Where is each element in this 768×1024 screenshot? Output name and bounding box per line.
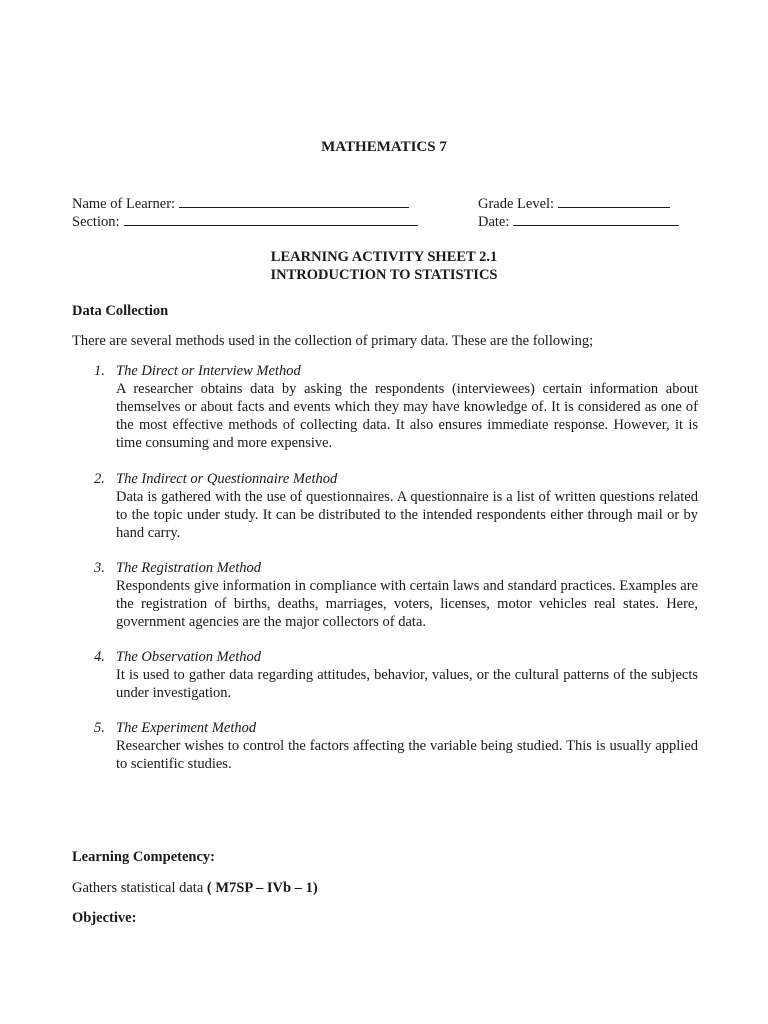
method-number: 2.: [94, 471, 105, 487]
method-body: Data is gathered with the use of questionnaires. A questionnaire is a list of written questions related to the topic under study. It can be distributed to the intended respondents either through mail or by hand carry.: [116, 489, 698, 541]
grade-label: Grade Level:: [478, 196, 555, 212]
name-of-learner-field: [72, 194, 409, 213]
name-blank-line[interactable]: [179, 194, 409, 208]
sheet-title: LEARNING ACTIVITY SHEET 2.1: [270, 249, 498, 265]
name-label: Name of Learner:: [72, 196, 176, 212]
method-item: [94, 470, 698, 542]
competency-heading: Learning Competency:: [72, 849, 215, 865]
intro-paragraph: There are several methods used in the collection of primary data. These are the following;: [72, 333, 594, 349]
method-item: [94, 719, 698, 773]
date-blank-line[interactable]: [513, 212, 679, 226]
method-item: [94, 648, 698, 702]
method-title: The Experiment Method: [116, 720, 257, 736]
method-number: 4.: [94, 649, 105, 665]
method-item: [94, 362, 698, 452]
method-body: A researcher obtains data by asking the respondents (interviewees) certain information about themselves or about facts and events which they may have knowledge of. It is considered as one of the most effective methods of collecting data. It also ensures immediate response. However, it is time consuming and more expensive.: [116, 381, 698, 451]
method-number: 5.: [94, 720, 105, 736]
page-title: MATHEMATICS 7: [321, 139, 447, 155]
competency-code: ( M7SP – IVb – 1): [206, 880, 318, 896]
method-body: Researcher wishes to control the factors affecting the variable being studied. This is usually applied to scientific studies.: [116, 738, 698, 772]
grade-blank-line[interactable]: [558, 194, 670, 208]
sheet-subtitle: INTRODUCTION TO STATISTICS: [270, 267, 498, 283]
method-title: The Observation Method: [116, 649, 261, 665]
method-title: The Registration Method: [116, 560, 261, 576]
date-label: Date:: [478, 214, 510, 230]
method-title: The Direct or Interview Method: [116, 363, 301, 379]
section-heading: Data Collection: [72, 303, 169, 319]
section-blank-line[interactable]: [124, 212, 418, 226]
method-title: The Indirect or Questionnaire Method: [116, 471, 338, 487]
method-body: Respondents give information in compliance with certain laws and standard practices. Examples are the registration of births, deaths, marriages, voters, licenses, motor vehicles real states. Here, government agencies are the major collectors of data.: [116, 578, 698, 630]
competency-text: Gathers statistical data: [72, 880, 204, 896]
method-body: It is used to gather data regarding attitudes, behavior, values, or the cultural patterns of the subjects under investigation.: [116, 667, 698, 701]
section-field: [72, 212, 418, 231]
method-number: 3.: [94, 560, 105, 576]
section-label: Section:: [72, 214, 120, 230]
method-number: 1.: [94, 363, 105, 379]
objective-heading: Objective:: [72, 910, 137, 926]
grade-level-field: [478, 194, 670, 213]
method-item: [94, 559, 698, 631]
competency-line: [72, 879, 698, 897]
date-field: [478, 212, 679, 231]
